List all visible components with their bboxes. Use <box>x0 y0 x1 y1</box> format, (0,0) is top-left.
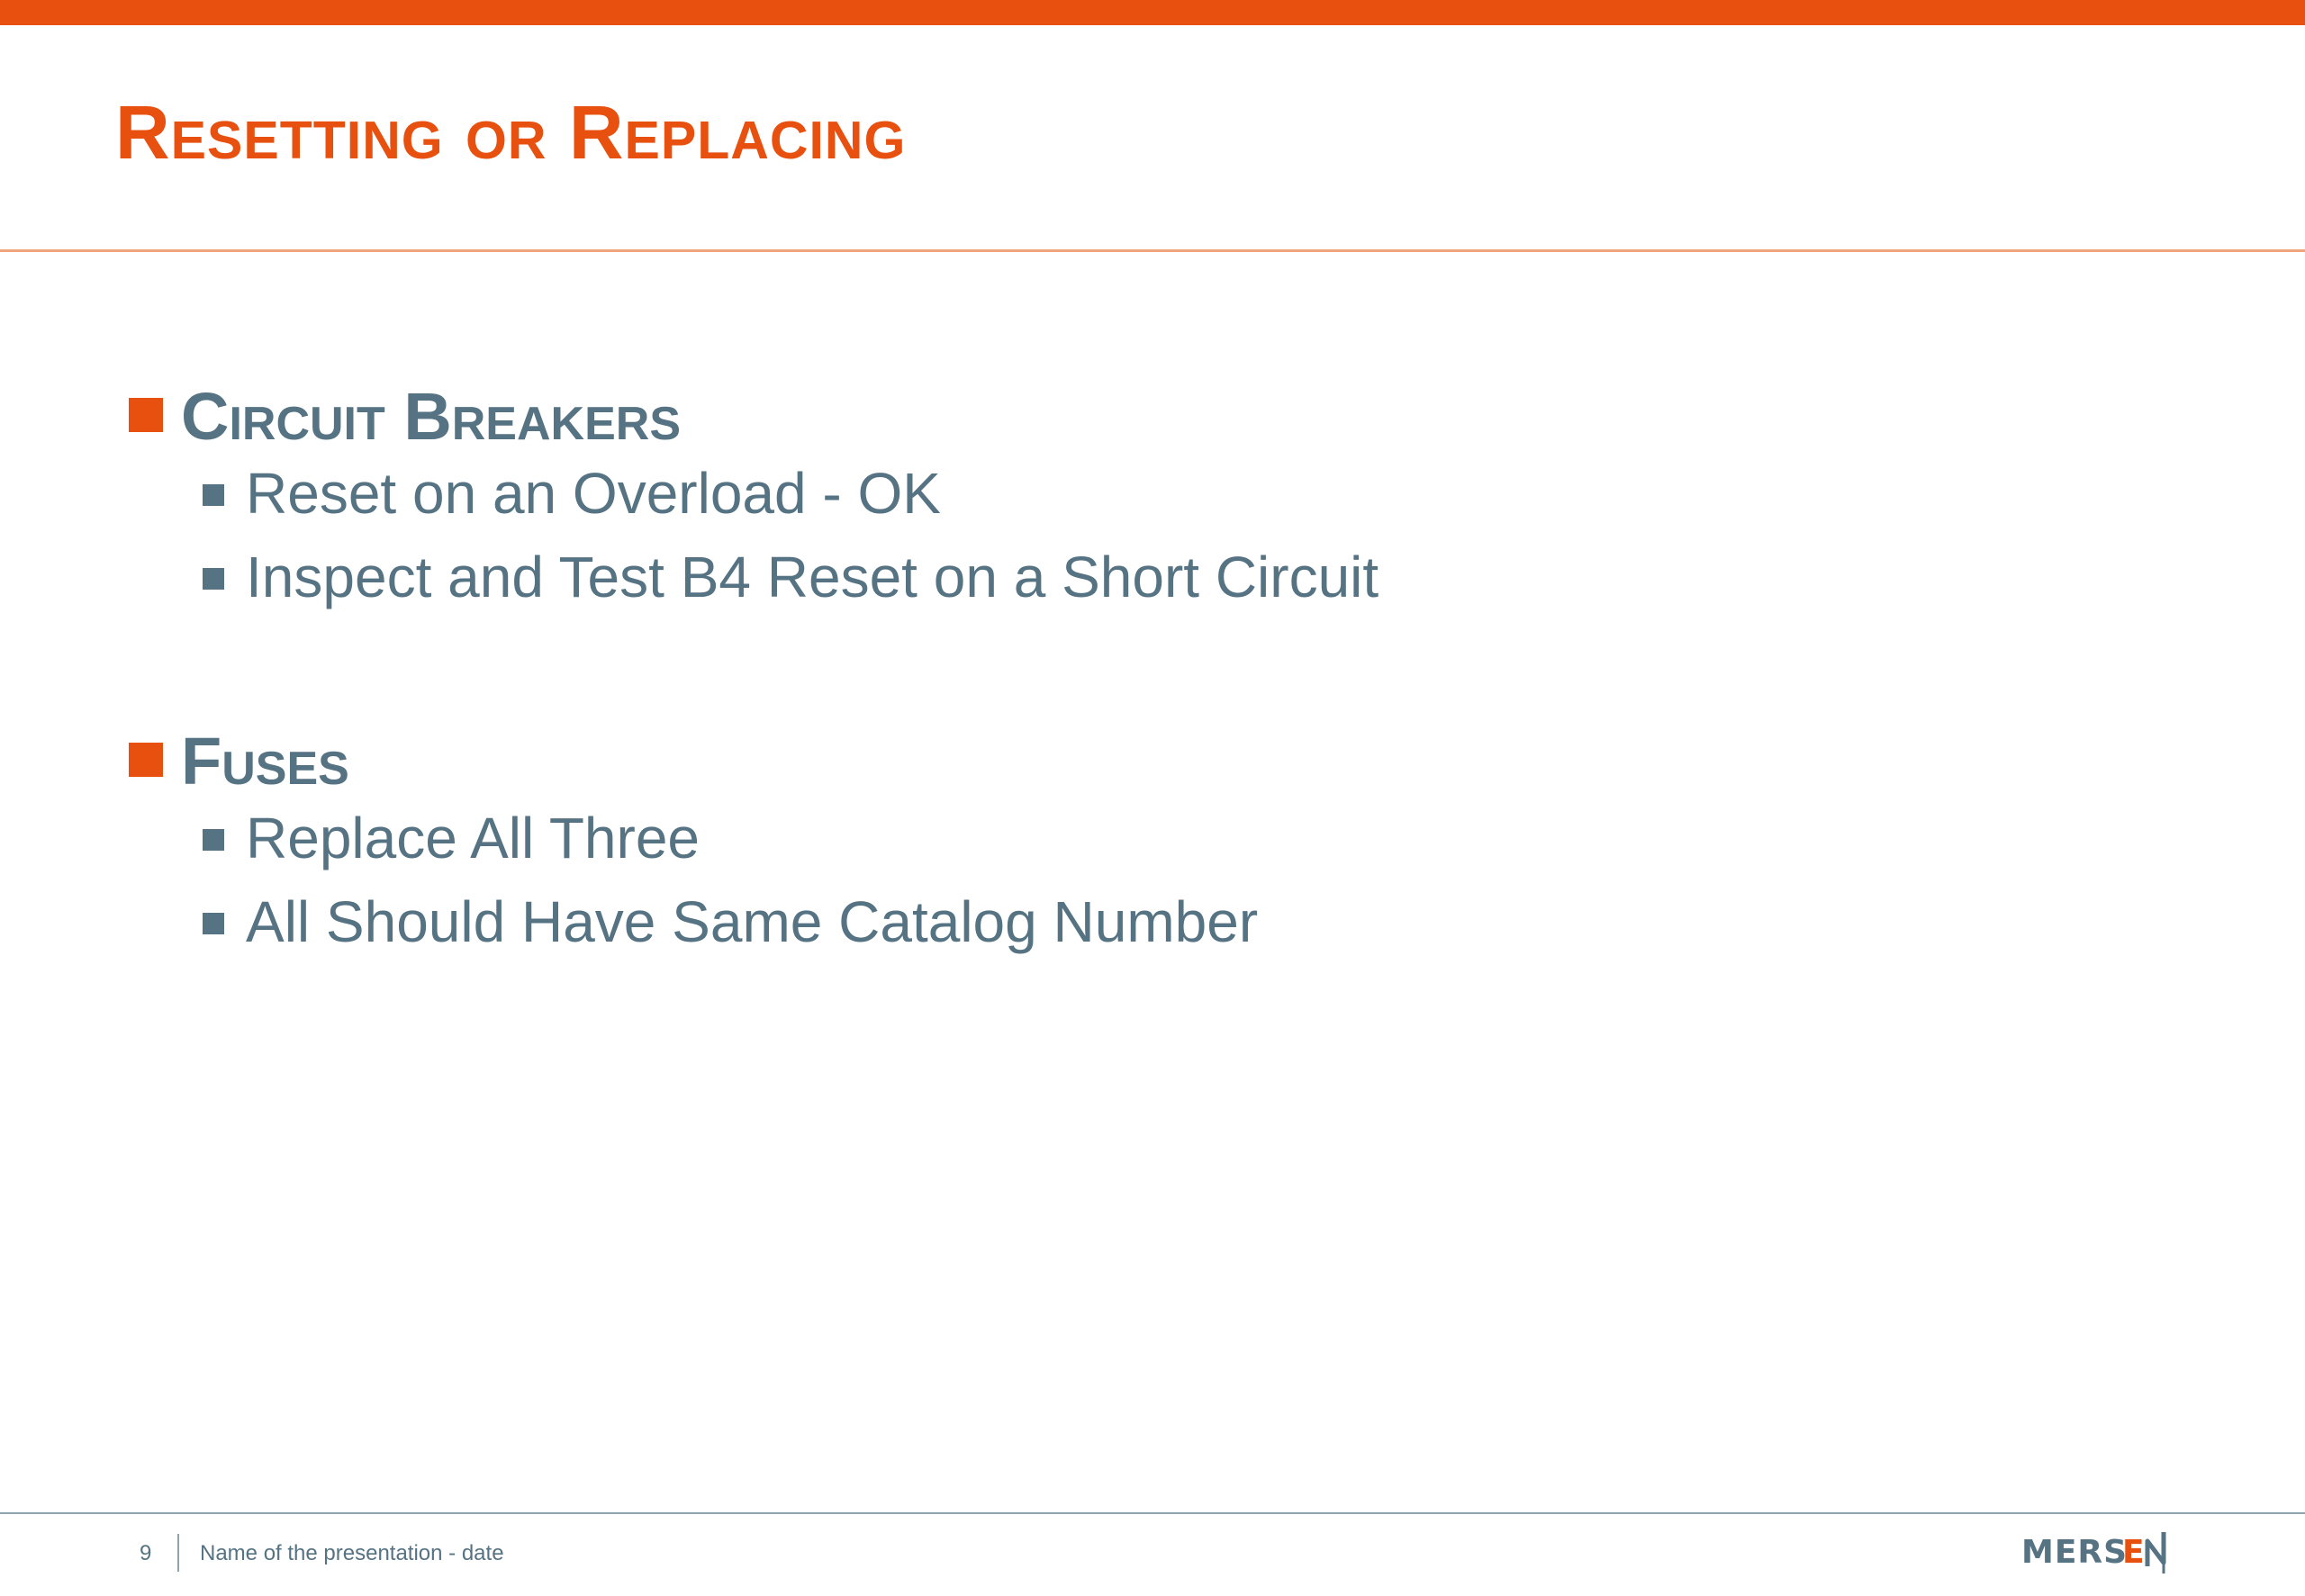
list-item <box>0 459 2305 543</box>
square-bullet-icon <box>129 398 163 432</box>
list-item <box>0 888 2305 971</box>
section-heading: Fuses <box>181 724 349 798</box>
section-heading-row <box>0 723 2305 804</box>
list-item-text: All Should Have Same Catalog Number <box>246 889 1259 954</box>
square-bullet-icon <box>203 829 224 851</box>
footer-presentation-name: Name of the presentation - date <box>200 1541 504 1565</box>
list-item <box>0 543 2305 627</box>
square-bullet-icon <box>129 743 163 777</box>
section-heading-row <box>0 378 2305 459</box>
square-bullet-icon <box>203 484 224 506</box>
list-item-text: Reset on an Overload - OK <box>246 461 941 526</box>
square-bullet-icon <box>203 913 224 934</box>
svg-text:E: E <box>2122 1534 2145 1571</box>
list-item-text: Replace All Three <box>246 806 700 870</box>
title-divider <box>0 249 2305 252</box>
page-number: 9 <box>140 1541 152 1565</box>
mersen-logo-icon <box>2021 1527 2201 1577</box>
list-item-text: Inspect and Test B4 Reset on a Short Circuit <box>246 545 1379 609</box>
section-fuses <box>0 723 2305 971</box>
top-accent-bar <box>0 0 2305 25</box>
svg-text:MERS: MERS <box>2021 1534 2129 1571</box>
slide-title: Resetting or Replacing <box>115 90 907 175</box>
list-item <box>0 804 2305 888</box>
footer-separator <box>177 1534 179 1572</box>
section-circuit-breakers <box>0 378 2305 627</box>
footer-divider <box>0 1512 2305 1514</box>
square-bullet-icon <box>203 568 224 590</box>
section-heading: Circuit Breakers <box>181 379 682 454</box>
